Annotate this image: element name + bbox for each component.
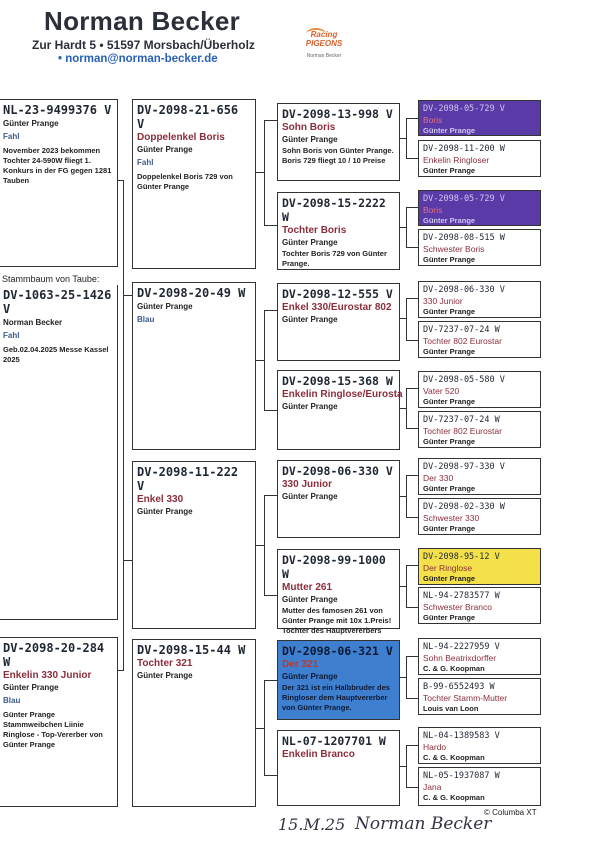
- ring-number: DV-2098-12-555 V: [282, 287, 393, 301]
- pigeon-name: Doppelenkel Boris: [137, 132, 225, 143]
- ring-number: NL-05-1937087 W: [423, 771, 500, 781]
- pedigree-subject[interactable]: [0, 285, 118, 620]
- ring-number: DV-2098-11-222 V: [137, 465, 239, 493]
- pedigree-gen3-7[interactable]: [277, 640, 400, 720]
- breeder: Günter Prange: [282, 492, 338, 501]
- pedigree-father[interactable]: [0, 99, 118, 267]
- pigeon-logo-icon: [306, 28, 326, 40]
- pedigree-gen4-5[interactable]: [418, 281, 541, 318]
- breeder: Günter Prange: [423, 574, 476, 583]
- breeder: Günter Prange: [423, 216, 476, 225]
- ring-number: DV-2098-06-321 V: [282, 644, 393, 658]
- logo-line-3: Norman Becker: [306, 53, 342, 59]
- pigeon-name: Schwester Boris: [423, 244, 485, 254]
- ring-number: NL-04-1389583 V: [423, 731, 500, 741]
- pigeon-name: Vater 520: [423, 386, 460, 396]
- breeder: Günter Prange: [423, 347, 476, 356]
- pigeon-name: Enkel 330/Eurostar 802: [282, 302, 392, 313]
- pigeon-name: Boris: [423, 115, 443, 125]
- pigeon-name: Enkelin Ringloser: [423, 155, 490, 165]
- ring-number: DV-2098-06-330 V: [282, 464, 393, 478]
- color: Fahl: [137, 158, 154, 167]
- pigeon-name: 330 Junior: [282, 479, 333, 490]
- ring-number: DV-2098-11-200 W: [423, 144, 505, 154]
- breeder: Günter Prange: [423, 613, 476, 622]
- breeder: Günter Prange: [423, 524, 476, 533]
- pedigree-gen4-8[interactable]: [418, 411, 541, 448]
- breeder: Günter Prange: [137, 507, 193, 516]
- pedigree-gen2-3[interactable]: [132, 461, 256, 629]
- pedigree-gen4-12[interactable]: [418, 587, 541, 624]
- ring-number: DV-2098-21-656 V: [137, 103, 239, 131]
- breeder-email[interactable]: • norman@norman-becker.de: [58, 53, 218, 65]
- pedigree-title: Stammbaum von Taube:: [2, 274, 100, 284]
- pigeon-name: Tochter 802 Eurostar: [423, 426, 502, 436]
- pigeon-name: Hardo: [423, 742, 447, 752]
- ring-number: DV-2098-20-284 W: [3, 641, 105, 669]
- breeder: C. & G. Koopman: [423, 664, 485, 673]
- ring-number: DV-2098-15-2222 W: [282, 196, 386, 224]
- breeder: Günter Prange: [423, 255, 476, 264]
- ring-number: DV-7237-07-24 W: [423, 415, 500, 425]
- pedigree-gen4-16[interactable]: [418, 767, 541, 806]
- pedigree-gen4-13[interactable]: [418, 638, 541, 675]
- breeder: Günter Prange: [137, 145, 193, 154]
- breeder: Günter Prange: [282, 315, 338, 324]
- ring-number: DV-2098-02-330 W: [423, 502, 505, 512]
- pedigree-gen3-4[interactable]: [277, 370, 403, 450]
- pigeon-name: Jana: [423, 782, 442, 792]
- ring-number: DV-2098-05-580 V: [423, 375, 505, 385]
- color: Blau: [137, 315, 155, 324]
- ring-number: DV-2098-95-12 V: [423, 552, 500, 562]
- pedigree-gen2-4[interactable]: [132, 639, 256, 807]
- logo-line-2: PIGEONS: [305, 39, 343, 48]
- pigeon-name: Sohn Beatrixdorffer: [423, 653, 497, 663]
- pedigree-gen3-8[interactable]: [277, 730, 400, 806]
- ring-number: DV-2098-15-44 W: [137, 643, 246, 657]
- ring-number: NL-94-2227959 V: [423, 642, 500, 652]
- ring-number: NL-07-1207701 W: [282, 734, 386, 748]
- ring-number: DV-2098-13-998 V: [282, 107, 393, 121]
- note: Doppelenkel Boris 729 von Günter Prange: [137, 172, 233, 191]
- note: November 2023 bekommen Tochter 24-590W fliegt 1. Konkurs in der FG gegen 1281 Tauben: [3, 146, 112, 185]
- ring-number: DV-2098-05-729 V: [423, 104, 505, 114]
- breeder: Günter Prange: [282, 595, 338, 604]
- pedigree-gen4-10[interactable]: [418, 498, 541, 535]
- ring-number: DV-2098-20-49 W: [137, 286, 246, 300]
- breeder: Günter Prange: [423, 126, 476, 135]
- ring-number: DV-2098-06-330 V: [423, 285, 505, 295]
- pigeon-name: Tochter Boris: [282, 225, 347, 236]
- pedigree-gen3-3[interactable]: [277, 283, 400, 361]
- breeder: Norman Becker: [3, 318, 63, 327]
- pigeon-name: Schwester 330: [423, 513, 480, 523]
- signature: Norman Becker: [355, 814, 492, 834]
- note: Mutter des famosen 261 von Günter Prange mit 10x 1.Preis! Tochter des Hauptvererbers: [282, 606, 392, 635]
- ring-number: DV-7237-07-24 W: [423, 325, 500, 335]
- copyright: © Columba XT: [484, 808, 537, 817]
- pigeon-name: Tochter Stamm-Mutter: [423, 693, 508, 703]
- pedigree-gen3-5[interactable]: [277, 460, 400, 538]
- breeder: Günter Prange: [423, 166, 476, 175]
- pedigree-gen4-15[interactable]: [418, 727, 541, 764]
- ring-number: DV-1063-25-1426 V: [3, 288, 112, 316]
- pedigree-gen4-6[interactable]: [418, 321, 541, 358]
- ring-number: DV-2098-15-368 W: [282, 374, 393, 388]
- breeder: Günter Prange: [282, 402, 338, 411]
- breeder: Günter Prange: [137, 671, 193, 680]
- note: Tochter Boris 729 von Günter Prange.: [282, 249, 387, 268]
- ring-number: DV-2098-08-515 W: [423, 233, 505, 243]
- pedigree-mother[interactable]: [0, 637, 118, 807]
- pedigree-gen4-9[interactable]: [418, 458, 541, 495]
- pigeon-name: Mutter 261: [282, 582, 333, 593]
- ring-number: NL-23-9499376 V: [3, 103, 112, 117]
- racing-pigeons-logo: [300, 30, 348, 59]
- pedigree-gen4-2[interactable]: [418, 140, 541, 177]
- pedigree-gen3-6[interactable]: [277, 549, 400, 635]
- pigeon-name: Der 330: [423, 473, 454, 483]
- breeder: Günter Prange: [282, 238, 338, 247]
- pigeon-name: Boris: [423, 205, 443, 215]
- ring-number: B-99-6552493 W: [423, 682, 495, 692]
- breeder-address: Zur Hardt 5 • 51597 Morsbach/Überholz: [32, 38, 255, 52]
- breeder: Günter Prange: [282, 135, 338, 144]
- pedigree-gen4-1[interactable]: [418, 100, 541, 136]
- logo-line-1: Racing: [310, 30, 338, 39]
- color: Fahl: [3, 132, 20, 141]
- breeder: Günter Prange: [423, 437, 476, 446]
- breeder: Günter Prange: [423, 307, 476, 316]
- pedigree-gen4-3[interactable]: [418, 190, 541, 226]
- breeder: C. & G. Koopman: [423, 753, 485, 762]
- ring-number: DV-2098-99-1000 W: [282, 553, 386, 581]
- color: Blau: [3, 696, 21, 705]
- pigeon-name: 330 Junior: [423, 296, 463, 306]
- ring-number: DV-2098-97-330 V: [423, 462, 505, 472]
- breeder: Louis van Loon: [423, 704, 479, 713]
- ring-number: DV-2098-05-729 V: [423, 194, 505, 204]
- handwritten-date: 15.M.25: [278, 815, 346, 834]
- note: Sohn Boris von Günter Prange. Boris 729 fliegt 10 / 10 Preise: [282, 146, 394, 165]
- pigeon-name: Der Ringlose: [423, 563, 473, 573]
- color: Fahl: [3, 331, 20, 340]
- pigeon-name: Enkel 330: [137, 494, 184, 505]
- pedigree-gen2-2[interactable]: [132, 282, 256, 450]
- pedigree-gen4-4[interactable]: [418, 229, 541, 266]
- breeder: Günter Prange: [3, 683, 59, 692]
- note: Geb.02.04.2025 Messe Kassel 2025: [3, 345, 109, 364]
- breeder-name: Norman Becker: [44, 6, 241, 36]
- pedigree-gen4-7[interactable]: [418, 371, 541, 408]
- pedigree-gen2-1[interactable]: [132, 99, 256, 269]
- pedigree-gen3-1[interactable]: [277, 103, 400, 181]
- note: Der 321 ist ein Halbbruder des Ringloser dem Hauptvererber von Günter Prange.: [282, 683, 390, 712]
- breeder: Günter Prange: [423, 484, 476, 493]
- pigeon-name: Enkelin Ringlose/Eurosta: [282, 389, 403, 400]
- pigeon-name: Der 321: [282, 659, 319, 670]
- pigeon-name: Sohn Boris: [282, 122, 336, 133]
- pedigree-gen3-2[interactable]: [277, 192, 400, 270]
- ring-number: NL-94-2783577 W: [423, 591, 500, 601]
- breeder: Günter Prange: [423, 397, 476, 406]
- pedigree-gen4-11[interactable]: [418, 548, 541, 585]
- breeder: Günter Prange: [3, 119, 59, 128]
- breeder: Günter Prange: [282, 672, 338, 681]
- pigeon-name: Tochter 321: [137, 658, 193, 669]
- pigeon-name: Enkelin Branco: [282, 749, 355, 760]
- note: Günter Prange Stammweibchen Liinie Ringlose - Top-Vererber von Günter Prange: [3, 710, 103, 749]
- breeder: Günter Prange: [137, 302, 193, 311]
- breeder: C. & G. Koopman: [423, 793, 485, 802]
- pedigree-gen4-14[interactable]: [418, 678, 541, 715]
- pigeon-name: Enkelin 330 Junior: [3, 670, 92, 681]
- pigeon-name: Tochter 802 Eurostar: [423, 336, 502, 346]
- pigeon-name: Schwester Branco: [423, 602, 492, 612]
